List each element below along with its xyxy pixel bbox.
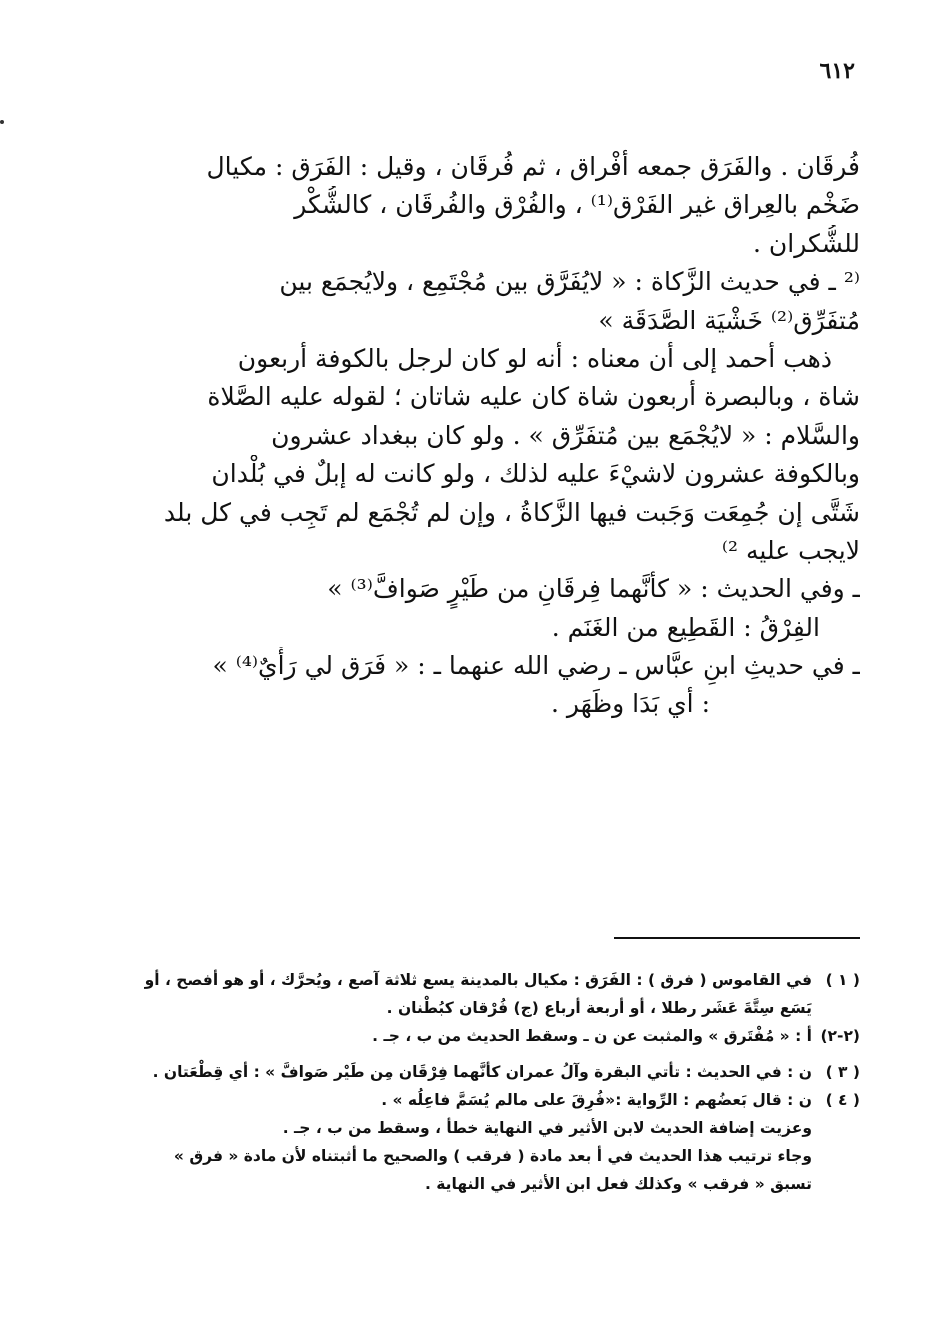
footnotes bbox=[108, 966, 860, 1198]
footnote-text bbox=[108, 1086, 812, 1198]
text-line: ⁽² ـ في حديث الزَّكاة : « لايُفَرَّق بين مُجْتَمِع ، ولايُجمَع بين bbox=[279, 267, 860, 297]
footnote-line: وجاء ترتيب هذا الحديث في أ بعد مادة ( فرقب ) والصحيح ما أثبتناه لأن مادة « فرق » bbox=[173, 1147, 812, 1165]
footnote-separator bbox=[614, 937, 860, 939]
text-line: وبالكوفة عشرون لاشيْءَ عليه لذلك ، ولو كانت له إبلٌ في بُلْدان bbox=[211, 459, 860, 489]
text-line: : أي بَدَا وظَهَر . bbox=[551, 689, 710, 719]
footnote-number: ( ٤ ) bbox=[825, 1091, 860, 1109]
text-line: شَتَّى إن جُمِعَت وَجَبت فيها الزَّكاةُ ، وإن لم تُجْمَع لم تَجِب في كل بلد bbox=[163, 497, 860, 527]
scan-edge-mark bbox=[0, 120, 4, 124]
footnote-1 bbox=[108, 966, 860, 1022]
text-line: ـ وفي الحديث : « كأنَّهما فِرقَانِ من طَيْرٍ صَوافَّ⁽³⁾ » bbox=[327, 574, 860, 604]
footnote-2 bbox=[108, 1022, 860, 1050]
text-line: ضَخْم بالعِراق غير الفَرْق⁽¹⁾ ، والفُرْق والفُرقَان ، كالشُّكْر bbox=[294, 190, 860, 220]
footnote-3 bbox=[108, 1058, 860, 1086]
text-line: ذهب أحمد إلى أن معناه : أنه لو كان لرجل بالكوفة أربعون bbox=[237, 343, 832, 373]
footnote-number: ( ٣ ) bbox=[825, 1063, 860, 1081]
footnote-text bbox=[108, 966, 812, 1022]
footnote-4 bbox=[108, 1086, 860, 1198]
footnote-line: في القاموس ( فرق ) : الفَرَق : مكيال بالمدينة يسع ثلاثة آصع ، ويُحرَّك ، أو هو أفصح ، أو bbox=[144, 971, 812, 989]
footnote-number: ( ١ ) bbox=[825, 971, 860, 989]
text-line: الفِرْقُ : القَطِيع من الغَنَم . bbox=[551, 612, 820, 642]
text-line: لايجب عليه ²⁾ bbox=[721, 535, 860, 565]
text-line: شاة ، وبالبصرة أربعون شاة كان عليه شاتان ؛ لقوله عليه الصَّلاة bbox=[207, 382, 860, 412]
footnote-line: ن : في الحديث : تأتي البقرة وآلُ عمران كأنَّهما فِرْقَان مِن طَيْر صَوافَّ » : أي قِطْعَتان . bbox=[152, 1063, 812, 1081]
text-line: مُتفَرِّق⁽²⁾ خَشْيَة الصَّدَقَة » bbox=[598, 305, 860, 335]
footnote-line: أ : « مُفْتَرق » والمثبت عن ن ـ وسقط الحديث من ب ، جـ . bbox=[372, 1027, 812, 1045]
text-line: والسَّلام : « لايُجْمَع بين مُتفَرِّق » . ولو كان ببغداد عشرون bbox=[271, 420, 860, 450]
text-line: ـ في حديثِ ابنِ عبَّاس ـ رضي الله عنهما ـ : « فَرَق لي رَأْيٌ⁽⁴⁾ » bbox=[212, 651, 860, 681]
footnote-line: يَسَع سِتَّةَ عَشَر رطلا ، أو أربعة أرباع (ج) فُرْقان كبُطْنان . bbox=[386, 999, 812, 1017]
footnote-text bbox=[108, 1058, 812, 1086]
footnote-text bbox=[108, 1022, 812, 1050]
footnote-line: وعزيت إضافة الحديث لابن الأثير في النهاية خطأ ، وسقط من ب ، جـ . bbox=[282, 1119, 812, 1137]
text-line: فُرقَان . والفَرَق جمعه أفْراق ، ثم فُرقَان ، وقيل : الفَرَق : مكيال bbox=[206, 152, 860, 181]
text-line: للشُّكران . bbox=[753, 228, 860, 258]
footnote-number: (٢-٢) bbox=[820, 1027, 860, 1045]
page-number: ٦١٢ bbox=[819, 58, 855, 84]
footnote-line: ن : قال بَعضُهم : الرِّواية :«فُرِقَ على مالم يُسَمَّ فاعِلُه » . bbox=[381, 1091, 812, 1109]
footnote-line: تسبق « فرقب » وكذلك فعل ابن الأثير في النهاية . bbox=[425, 1175, 812, 1193]
main-text bbox=[98, 148, 860, 724]
